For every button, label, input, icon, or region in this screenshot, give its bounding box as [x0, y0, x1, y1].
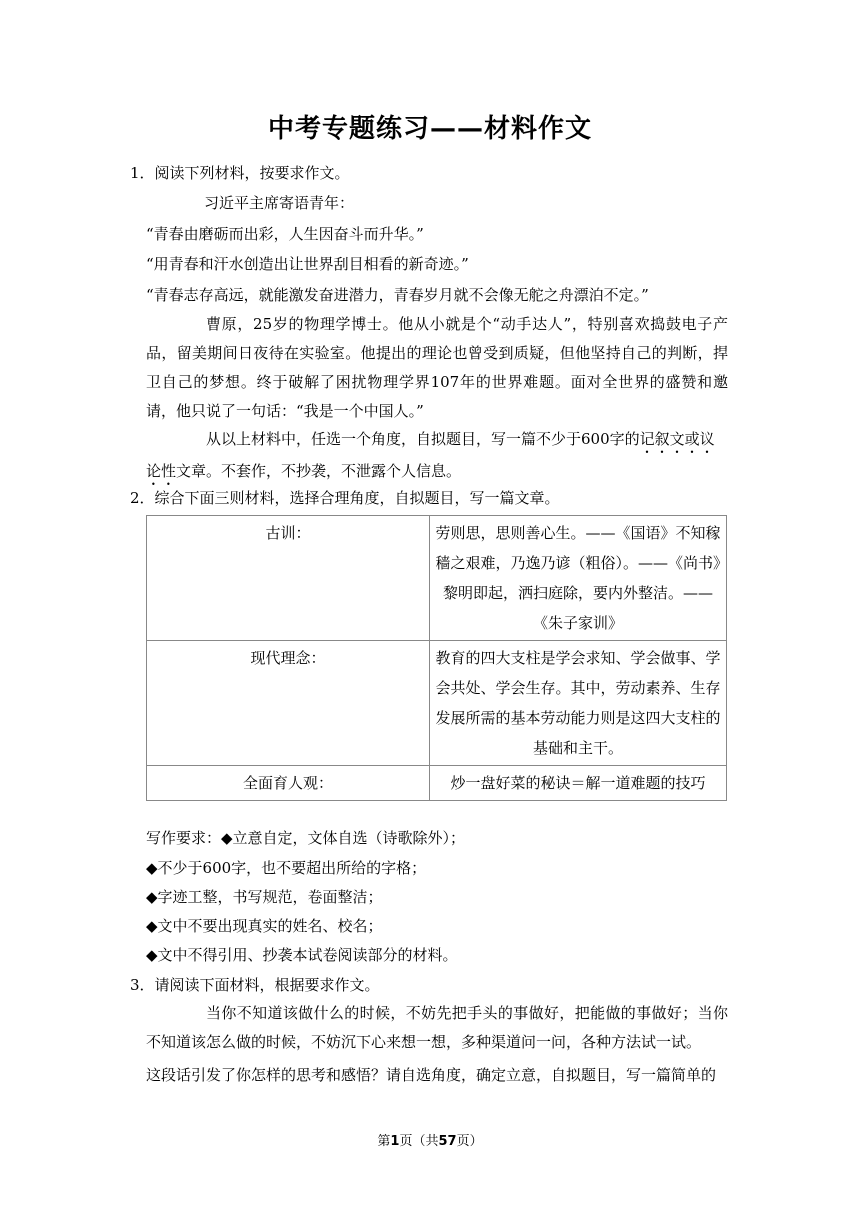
emphasized-text: 记叙文或议论 [146, 430, 715, 480]
page-total: 57 [438, 1134, 457, 1149]
table-row [147, 516, 727, 641]
quote-line: “青春志存高远，就能激发奋进潜力，青春岁月就不会像无舵之舟漂泊不定。” [146, 286, 649, 304]
page-title: 中考专题练习——材料作文 [267, 114, 592, 144]
question-text: 请阅读下面材料，根据要求作文。 [154, 976, 380, 994]
page-number: 1 [390, 1134, 400, 1149]
requirement-line: ◆文中不得引用、抄袭本试卷阅读部分的材料。 [146, 946, 458, 964]
table-row [147, 641, 727, 766]
question-3-prompt [130, 975, 380, 995]
question-number: 2． [130, 489, 155, 507]
q3-task: 这段话引发了你怎样的思考和感悟？请自选角度，确定立意，自拟题目，写一篇简单的 [146, 1066, 717, 1084]
table-cell-content: 教育的四大支柱是学会求知、学会做事、学会共处、学会生存。其中，劳动素养、生存发展所需的基本劳动能力则是这四大支柱的基础和主干。 [430, 641, 727, 766]
question-number: 1． [130, 164, 155, 182]
requirement-text: 从以上材料中，任选一个角度，自拟题目，写一篇不少于600字的 [206, 430, 640, 448]
material-intro: 习近平主席寄语青年： [204, 194, 355, 212]
table-cell-label: 古训： [147, 516, 430, 641]
q1-requirement [146, 425, 728, 489]
question-1-prompt [130, 163, 350, 183]
requirement-line: ◆字迹工整，书写规范，卷面整洁； [146, 888, 383, 906]
requirement-line: ◆文中不要出现真实的姓名、校名； [146, 917, 383, 935]
footer-text: 页） [456, 1134, 483, 1149]
requirement-line: ◆不少于600字，也不要超出所给的字格； [146, 859, 427, 877]
table-cell-content: 劳则思，思则善心生。——《国语》不知稼穑之艰难，乃逸乃谚（粗俗）。——《尚书》黎明即起，洒扫庭除，要内外整洁。——《朱子家训》 [430, 516, 727, 641]
requirement-text: 文章。不套作，不抄袭，不泄露个人信息。 [176, 462, 462, 480]
table-cell-label: 全面育人观： [147, 766, 430, 801]
table-cell-label: 现代理念： [147, 641, 430, 766]
footer-text: 第 [377, 1134, 391, 1149]
question-2-prompt [130, 488, 560, 508]
story-paragraph: 曹原，25岁的物理学博士。他从小就是个“动手达人”，特别喜欢捣鼓电子产品，留美期间日夜待在实验室。他提出的理论也曾受到质疑，但他坚持自己的判断，捍卫自己的梦想。终于破解了困扰物理学界107年的世界难题。面对全世界的盛赞和邀请，他只说了一句话：“我是一个中国人。” [146, 315, 728, 420]
table-cell-content: 炒一盘好菜的秘诀＝解一道难题的技巧 [430, 766, 727, 801]
emphasized-text: 性 [161, 462, 177, 480]
table-row [147, 766, 727, 801]
question-number: 3． [130, 976, 155, 994]
question-text: 阅读下列材料，按要求作文。 [154, 164, 350, 182]
requirement-line: 写作要求：◆立意自定，文体自选（诗歌除外）； [146, 829, 466, 847]
quote-line: “用青春和汗水创造出让世界刮目相看的新奇迹。” [146, 255, 469, 273]
footer-text: 页（共 [399, 1134, 439, 1149]
q3-material: 当你不知道该做什么的时候，不妨先把手头的事做好，把能做的事做好；当你不知道该怎么做的时候，不妨沉下心来想一想，多种渠道问一问，各种方法试一试。 [146, 1004, 728, 1051]
page-footer [0, 1130, 860, 1149]
quote-line: “青春由磨砺而出彩，人生因奋斗而升华。” [146, 225, 424, 243]
question-text: 综合下面三则材料，选择合理角度，自拟题目，写一篇文章。 [154, 489, 560, 507]
materials-table [146, 515, 727, 801]
